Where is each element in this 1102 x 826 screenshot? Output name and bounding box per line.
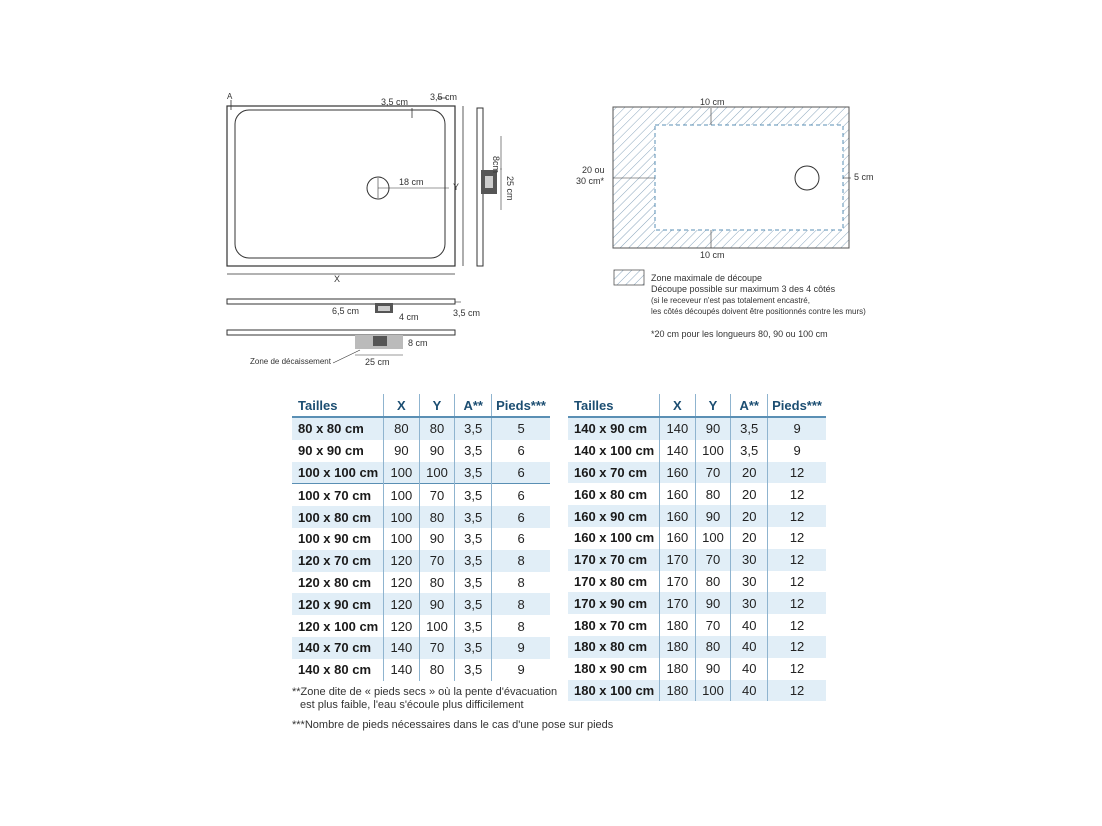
dim-18: 18 cm (399, 177, 424, 187)
a-cell: 30 (731, 549, 768, 571)
zone-decaissement-label: Zone de décaissement (250, 357, 331, 366)
a-cell: 3,5 (455, 659, 492, 681)
y-cell: 70 (419, 550, 455, 572)
y-cell: 100 (695, 440, 731, 462)
a-cell: 40 (731, 680, 768, 702)
a-cell: 3,5 (455, 506, 492, 528)
pieds-cell: 12 (768, 527, 826, 549)
table-row (292, 637, 550, 659)
taille-cell: 100 x 70 cm (292, 484, 384, 506)
pieds-cell: 9 (492, 637, 550, 659)
dim-6-5: 6,5 cm (332, 306, 360, 316)
label-y: Y (453, 182, 460, 192)
y-cell: 90 (695, 417, 731, 440)
shower-tray-diagram (215, 88, 515, 370)
taille-cell: 100 x 100 cm (292, 462, 384, 484)
table-row (568, 680, 826, 702)
header-y: Y (695, 394, 731, 417)
pieds-cell: 12 (768, 549, 826, 571)
x-cell: 170 (660, 549, 696, 571)
pieds-cell: 12 (768, 592, 826, 614)
y-cell: 80 (419, 572, 455, 594)
dim-4: 4 cm (399, 312, 419, 322)
pieds-cell: 8 (492, 615, 550, 637)
table-row (292, 528, 550, 550)
x-cell: 170 (660, 592, 696, 614)
legend-line-1: Zone maximale de découpe (651, 273, 763, 283)
y-cell: 90 (695, 592, 731, 614)
x-cell: 100 (384, 528, 420, 550)
dim-20-30-line2: 30 cm* (576, 176, 605, 186)
dim-25-side: 25 cm (505, 176, 515, 201)
label-a: A (227, 92, 233, 101)
taille-cell: 180 x 90 cm (574, 661, 648, 677)
x-cell: 160 (660, 527, 696, 549)
sizes-table-right (568, 394, 826, 701)
header-x: X (660, 394, 696, 417)
y-cell: 80 (695, 636, 731, 658)
y-cell: 90 (419, 593, 455, 615)
taille-cell: 120 x 80 cm (298, 574, 372, 590)
pieds-cell: 12 (768, 636, 826, 658)
tray-front-view (227, 299, 455, 304)
a-cell: 30 (731, 571, 768, 593)
note-pieds-secs-line2: est plus faible, l'eau s'écoule plus difficilement (300, 699, 524, 711)
taille-cell: 140 x 70 cm (292, 637, 384, 659)
dim-3-5-profile: 3,5 cm (453, 308, 481, 318)
x-cell: 170 (660, 571, 696, 593)
taille-cell: 180 x 80 cm (568, 636, 660, 658)
table-row (292, 506, 550, 528)
cutout-footnote: *20 cm pour les longueurs 80, 90 ou 100 cm (651, 329, 828, 339)
table-row (292, 484, 550, 506)
a-cell: 20 (731, 505, 768, 527)
dim-25-bottom: 25 cm (365, 357, 390, 367)
pieds-cell: 6 (492, 528, 550, 550)
x-cell: 140 (660, 417, 696, 440)
taille-cell: 180 x 100 cm (568, 680, 660, 702)
pieds-cell: 12 (768, 483, 826, 505)
y-cell: 100 (419, 615, 455, 637)
a-cell: 40 (731, 636, 768, 658)
table-row (568, 614, 826, 636)
a-cell: 3,5 (455, 593, 492, 615)
table-row (292, 659, 550, 681)
header-pieds: Pieds*** (492, 394, 550, 417)
pieds-cell: 12 (768, 462, 826, 484)
table-row (292, 615, 550, 637)
x-cell: 180 (660, 680, 696, 702)
pieds-cell: 12 (768, 505, 826, 527)
y-cell: 70 (419, 484, 455, 506)
taille-cell: 160 x 80 cm (574, 486, 648, 502)
x-cell: 100 (384, 506, 420, 528)
a-cell: 3,5 (455, 572, 492, 594)
x-cell: 180 (660, 614, 696, 636)
table-row (568, 462, 826, 484)
a-cell: 3,5 (455, 615, 492, 637)
y-cell: 70 (695, 462, 731, 484)
pieds-cell: 6 (492, 440, 550, 462)
taille-cell: 160 x 90 cm (568, 505, 660, 527)
x-cell: 140 (660, 440, 696, 462)
a-cell: 3,5 (455, 484, 492, 506)
table-row (568, 483, 826, 505)
dim-3-5-top: 3,5 cm (381, 97, 409, 107)
x-cell: 180 (660, 658, 696, 680)
x-cell: 100 (384, 484, 420, 506)
header-pieds: Pieds*** (768, 394, 826, 417)
pieds-cell: 8 (492, 550, 550, 572)
y-cell: 80 (419, 659, 455, 681)
x-cell: 140 (384, 659, 420, 681)
pieds-cell: 6 (492, 506, 550, 528)
table-row (292, 462, 550, 484)
taille-cell: 170 x 70 cm (568, 549, 660, 571)
note-pieds-secs (292, 686, 557, 712)
table-row (292, 572, 550, 594)
table-row (568, 571, 826, 593)
table-row (568, 549, 826, 571)
taille-cell: 80 x 80 cm (292, 417, 384, 440)
note-pieds-secs-line1: **Zone dite de « pieds secs » où la pente d'évacuation (292, 686, 558, 698)
y-cell: 100 (419, 462, 455, 484)
x-cell: 120 (384, 593, 420, 615)
pieds-cell: 9 (492, 659, 550, 681)
table-row (292, 550, 550, 572)
legend-line-2: Découpe possible sur maximum 3 des 4 côtés (651, 284, 836, 294)
dim-8: 8cm (491, 156, 501, 174)
taille-cell: 100 x 90 cm (298, 531, 372, 547)
x-cell: 160 (660, 505, 696, 527)
taille-cell: 170 x 80 cm (574, 573, 648, 589)
header-y: Y (419, 394, 455, 417)
a-cell: 40 (731, 614, 768, 636)
table-row (568, 527, 826, 549)
y-cell: 70 (419, 637, 455, 659)
y-cell: 70 (695, 549, 731, 571)
y-cell: 70 (695, 614, 731, 636)
y-cell: 80 (695, 483, 731, 505)
y-cell: 90 (419, 528, 455, 550)
sizes-table-left (292, 394, 550, 681)
pieds-cell: 12 (768, 614, 826, 636)
table-row (292, 593, 550, 615)
pieds-cell: 9 (768, 417, 826, 440)
table-row (568, 658, 826, 680)
a-cell: 20 (731, 527, 768, 549)
a-cell: 40 (731, 658, 768, 680)
table-row (568, 417, 826, 440)
y-cell: 100 (695, 527, 731, 549)
dim-3-5-right: 3,5 cm (430, 92, 458, 102)
pieds-cell: 8 (492, 593, 550, 615)
table-row (568, 592, 826, 614)
header-tailles: Tailles (292, 394, 384, 417)
y-cell: 80 (695, 571, 731, 593)
table-row (292, 417, 550, 440)
x-cell: 160 (660, 462, 696, 484)
taille-cell: 180 x 70 cm (574, 617, 648, 633)
y-cell: 100 (695, 680, 731, 702)
taille-cell: 100 x 80 cm (292, 506, 384, 528)
a-cell: 3,5 (455, 637, 492, 659)
x-cell: 120 (384, 572, 420, 594)
x-cell: 120 (384, 615, 420, 637)
pieds-cell: 6 (492, 484, 550, 506)
taille-cell: 140 x 100 cm (574, 443, 655, 459)
x-cell: 140 (384, 637, 420, 659)
note-nombre-pieds: ***Nombre de pieds nécessaires dans le cas d'une pose sur pieds (292, 719, 614, 731)
a-cell: 20 (731, 483, 768, 505)
pieds-cell: 12 (768, 571, 826, 593)
taille-cell: 120 x 90 cm (292, 593, 384, 615)
a-cell: 3,5 (455, 417, 492, 440)
dim-20-30-line1: 20 ou (582, 165, 605, 175)
a-cell: 3,5 (455, 462, 492, 484)
pieds-cell: 12 (768, 680, 826, 702)
a-cell: 20 (731, 462, 768, 484)
x-cell: 100 (384, 462, 420, 484)
table-row (292, 440, 550, 462)
table-row (568, 505, 826, 527)
pieds-cell: 8 (492, 572, 550, 594)
table-header-row (292, 394, 550, 417)
a-cell: 3,5 (455, 550, 492, 572)
y-cell: 80 (419, 506, 455, 528)
label-x: X (334, 274, 341, 284)
header-a: A** (455, 394, 492, 417)
dim-10-top: 10 cm (700, 97, 725, 107)
drain-circle (795, 166, 819, 190)
dim-10-bottom: 10 cm (700, 250, 725, 260)
dim-5: 5 cm (854, 172, 874, 182)
header-a: A** (731, 394, 768, 417)
pieds-cell: 5 (492, 417, 550, 440)
dim-8-bottom: 8 cm (408, 338, 428, 348)
legend-hatch-swatch (614, 270, 644, 285)
taille-cell: 140 x 90 cm (568, 417, 660, 440)
taille-cell: 120 x 70 cm (292, 550, 384, 572)
x-cell: 90 (384, 440, 420, 462)
header-x: X (384, 394, 420, 417)
y-cell: 80 (419, 417, 455, 440)
a-cell: 3,5 (455, 440, 492, 462)
legend-text (651, 273, 866, 317)
x-cell: 80 (384, 417, 420, 440)
x-cell: 120 (384, 550, 420, 572)
pieds-cell: 12 (768, 658, 826, 680)
a-cell: 3,5 (731, 417, 768, 440)
taille-cell: 90 x 90 cm (298, 443, 364, 459)
y-cell: 90 (695, 505, 731, 527)
table-row (568, 440, 826, 462)
taille-cell: 160 x 70 cm (568, 462, 660, 484)
y-cell: 90 (419, 440, 455, 462)
a-cell: 3,5 (731, 440, 768, 462)
pieds-cell: 6 (492, 462, 550, 484)
y-cell: 90 (695, 658, 731, 680)
taille-cell: 160 x 100 cm (574, 530, 655, 546)
x-cell: 160 (660, 483, 696, 505)
table-row (568, 636, 826, 658)
table-header-row (568, 394, 826, 417)
pieds-cell: 9 (768, 440, 826, 462)
legend-line-3: (si le receveur n'est pas totalement encastré, (651, 296, 810, 305)
x-cell: 180 (660, 636, 696, 658)
header-tailles: Tailles (568, 394, 660, 417)
taille-cell: 170 x 90 cm (568, 592, 660, 614)
tray-recess-view (227, 330, 455, 335)
legend-line-4: les côtés découpés doivent être positionnés contre les murs) (651, 307, 866, 316)
a-cell: 30 (731, 592, 768, 614)
taille-cell: 120 x 100 cm (298, 618, 379, 634)
a-cell: 3,5 (455, 528, 492, 550)
taille-cell: 140 x 80 cm (298, 662, 372, 678)
